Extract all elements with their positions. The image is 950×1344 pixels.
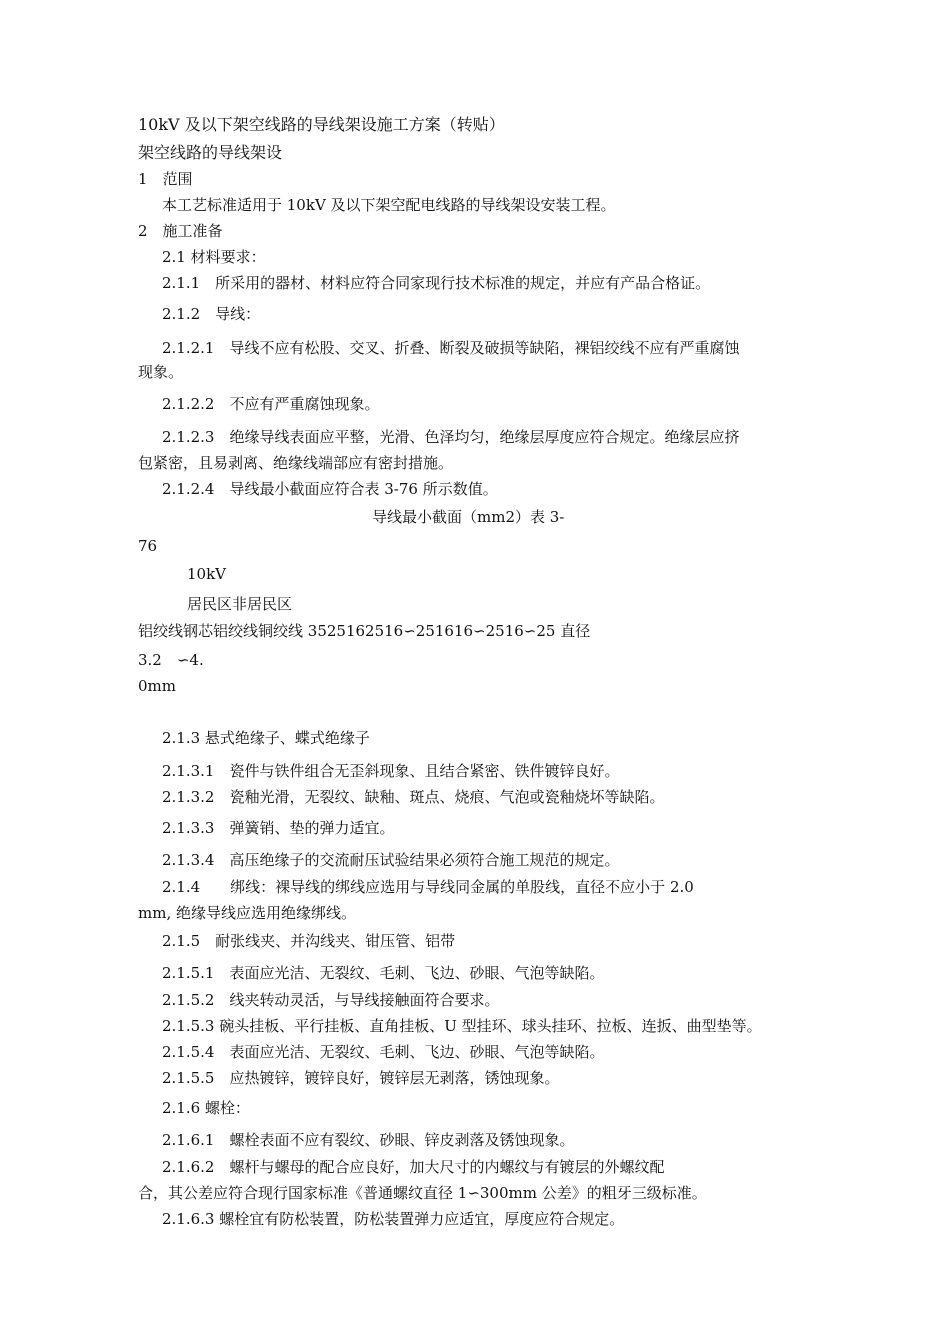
paragraph: 2.1.2.2 不应有严重腐蚀现象。 (162, 395, 380, 413)
paragraph: 2.1.2 导线： (162, 305, 261, 323)
table-cell: 10kV (187, 565, 227, 583)
paragraph: 2.1.2.3 绝缘导线表面应平整，光滑、色泽均匀，绝缘层厚度应符合规定。绝缘层应挤 (162, 428, 740, 446)
paragraph: 2.1.4 绑线：裸导线的绑线应选用与导线同金属的单股线，直径不应小于 2.0 (162, 878, 694, 896)
table-cell: 3.2 ∽4. (138, 651, 204, 669)
paragraph: 2.1.2.1 导线不应有松股、交叉、折叠、断裂及破损等缺陷，裸铝绞线不应有严重腐蚀 (162, 339, 740, 357)
paragraph: 包紧密，且易剥离、绝缘线端部应有密封措施。 (138, 454, 454, 472)
paragraph: 2.1.1 所采用的器材、材料应符合同家现行技术标准的规定，并应有产品合格证。 (162, 274, 711, 292)
paragraph: 2.1.6 螺栓： (162, 1099, 250, 1117)
section-heading: 架空线路的导线架设 (138, 143, 283, 162)
paragraph: 2.1.5.1 表面应光洁、无裂纹、毛刺、飞边、砂眼、气泡等缺陷。 (162, 964, 605, 982)
paragraph: 2.1.3.1 瓷件与铁件组合无歪斜现象、且结合紧密、铁件镀锌良好。 (162, 762, 620, 780)
paragraph: 现象。 (138, 363, 184, 381)
paragraph: 2.1.3.3 弹簧销、垫的弹力适宜。 (162, 819, 395, 837)
table-cell: 居民区非居民区 (187, 595, 293, 613)
paragraph: 2.1 材料要求： (162, 248, 266, 266)
paragraph: 合，其公差应符合现行国家标准《普通螺纹直径 1∽300mm 公差》的粗牙三级标准。 (138, 1184, 707, 1202)
table-cell: 铝绞线钢芯铝绞线铜绞线 3525162516∽251616∽2516∽25 直径 (138, 622, 591, 640)
paragraph: 2.1.5.3 碗头挂板、平行挂板、直角挂板、U 型挂环、球头挂环、拉板、连扳、曲型垫等。 (162, 1017, 762, 1035)
paragraph: 2.1.6.3 螺栓宜有防松装置，防松装置弹力应适宜，厚度应符合规定。 (162, 1210, 625, 1228)
paragraph: 2.1.5 耐张线夹、并沟线夹、钳压管、铝带 (162, 932, 456, 950)
heading-2: 2 施工准备 (138, 222, 223, 240)
table-caption: 导线最小截面（mm2）表 3- (372, 508, 565, 526)
paragraph: mm, 绝缘导线应选用绝缘绑线。 (138, 904, 356, 922)
paragraph: 2.1.3.2 瓷釉光滑，无裂纹、缺釉、斑点、烧痕、气泡或瓷釉烧坏等缺陷。 (162, 788, 665, 806)
table-cell: 0mm (138, 677, 176, 695)
paragraph: 2.1.5.5 应热镀锌，镀锌良好，镀锌层无剥落，锈蚀现象。 (162, 1069, 560, 1087)
paragraph: 2.1.6.2 螺杆与螺母的配合应良好，加大尺寸的内螺纹与有镀层的外螺纹配 (162, 1158, 665, 1176)
paragraph: 2.1.2.4 导线最小截面应符合表 3-76 所示数值。 (162, 480, 498, 498)
paragraph: 2.1.3 悬式绝缘子、蝶式绝缘子 (162, 729, 370, 747)
paragraph: 2.1.5.4 表面应光洁、无裂纹、毛刺、飞边、砂眼、气泡等缺陷。 (162, 1043, 605, 1061)
paragraph: 2.1.5.2 线夹转动灵活，与导线接触面符合要求。 (162, 991, 500, 1009)
paragraph: 本工艺标准适用于 10kV 及以下架空配电线路的导线架设安装工程。 (162, 196, 616, 214)
paragraph: 2.1.3.4 高压绝缘子的交流耐压试验结果必须符合施工规范的规定。 (162, 851, 620, 869)
table-caption: 76 (138, 537, 158, 555)
document-title: 10kV 及以下架空线路的导线架设施工方案（转贴） (138, 115, 505, 134)
heading-1: 1 范围 (138, 170, 193, 188)
paragraph: 2.1.6.1 螺栓表面不应有裂纹、砂眼、锌皮剥落及锈蚀现象。 (162, 1131, 575, 1149)
